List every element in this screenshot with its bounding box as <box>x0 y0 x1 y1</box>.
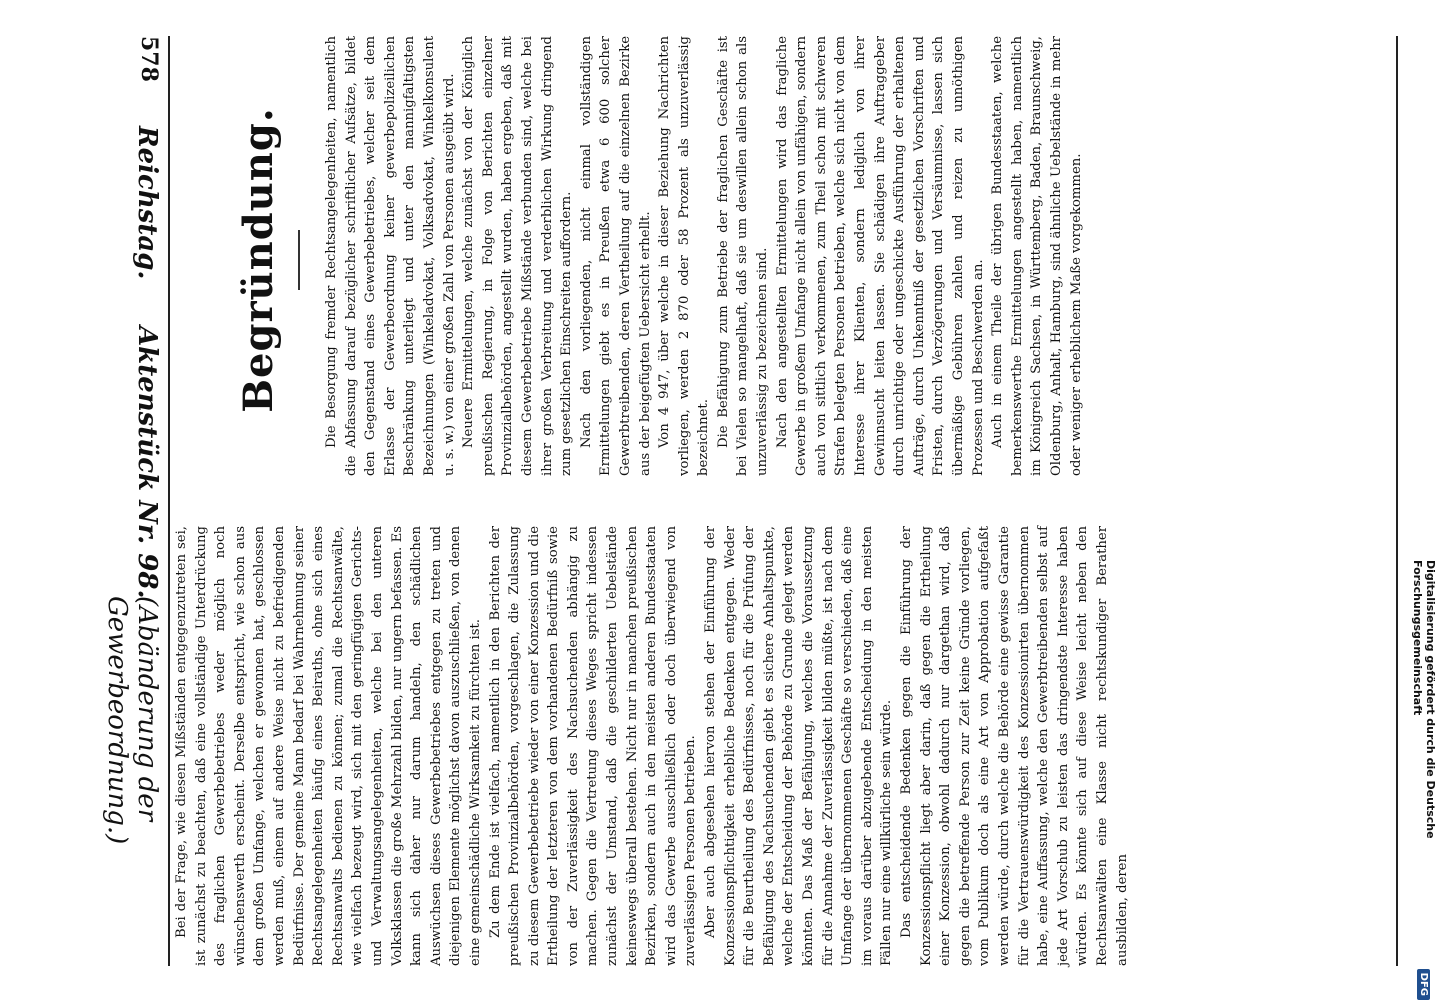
left-column-paragraph: Neuere Ermittelungen, welche zunächst von der Königlich preußischen Regierung, in Folge von Berichten einzelner Provinzialbehörden, angestellt wurden, haben ergeben, daß mit diesem Gewerbebetriebe Mißstände verbunden sind, welche bei ihrer großen Verbreitung und verderblichen Wirkung dringend zum gesetzlichen Einschreiten auffordern. <box>461 36 575 476</box>
left-text-column <box>322 36 1392 476</box>
parliament-label: Reichstag. <box>132 126 162 280</box>
digitization-note <box>1411 560 1437 1000</box>
document-title: Begründung. <box>235 107 282 413</box>
digitization-note-text: Digitalisierung gefördert durch die Deutsche Forschungsgemeinschaft <box>1411 560 1437 839</box>
left-column-paragraph: Die Befähigung zum Betriebe der fraglichen Geschäfte ist bei Vielen so mangelhaft, daß sie um deswillen allein schon als unzuverlässig zu bezeichnen sind. <box>715 36 771 476</box>
left-column-paragraph: Nach den angestellten Ermittelungen wird das fragliche Gewerbe in großem Umfange nicht allein von unfähigen, sondern auch von sittlich verkommenen, zum Theil schon mit schweren Strafen belegten Personen betrieben, welche sich nicht von dem Interesse ihrer Klienten, sondern lediglich von ihrer Gewinnsucht leiten lassen. Sie schädigen ihre Auftraggeber durch unrichtige oder ungeschickte Ausführung der erhaltenen Aufträge, durch Unkenntniß der gesetzlichen Vorschriften und Fristen, durch Verzögerungen und Versäumnisse, lassen sich übermäßige Gebühren zahlen und reizen zu unnöthigen Prozessen und Beschwerden an. <box>774 36 986 476</box>
left-column-paragraph: Von 4 947, über welche in dieser Beziehung Nachrichten vorliegen, werden 2 870 oder 58 Prozent als unzuverlässig bezeichnet. <box>657 36 712 476</box>
left-column-paragraph: Auch in einem Theile der übrigen Bundesstaaten, welche bemerkenswerthe Ermittelungen angestellt haben, namentlich im Königreich Sachsen, in Württemberg, Baden, Braunschweig, Oldenburg, Anhalt, Hamburg, sind ähnliche Uebelstände in mehr oder weniger erheblichem Maße vorgekommen. <box>990 36 1084 476</box>
right-column-paragraph: Bei der Frage, wie diesen Mißständen entgegenzutreten sei, ist zunächst zu beachten, daß eine vollständige Unterdrückung des fraglichen Gewerbebetriebes weder möglich noch wünschenswerth erscheint. Derselbe entspricht, wie schon aus dem großen Umfange, welchen er gewonnen hat, geschlossen werden muß, einem auf andere Weise nicht zu befriedigenden Bedürfnisse. Der gemeine Mann bedarf bei Wahrnehmung seiner Rechtsangelegenheiten häufig eines Beiraths, ohne sich eines Rechtsanwalts bedienen zu können; zumal die Rechtsanwälte, wie vielfach bezeugt wird, sich mit den geringfügigen Gerichts- und Verwaltungsangelegenheiten, welche bei den unteren Volksklassen die große Mehrzahl bilden, nur ungern befassen. Es kann sich daher nur darum handeln, den schädlichen Auswüchsen dieses Gewerbebetriebes entgegen zu treten und diejenigen Elemente möglichst davon auszuschließen, von denen eine gemeinschädliche Wirksamkeit zu fürchten ist. <box>174 526 483 966</box>
document-number: Aktenstück Nr. 98. <box>132 326 162 599</box>
left-column-paragraph: Die Besorgung fremder Rechtsangelegenheiten, namentlich die Abfassung darauf bezüglicher schriftlicher Aufsätze, bildet den Gegenstand eines Gewerbebetriebes, welcher seit dem Erlasse der Gewerbeordnung keiner gewerbepolizeilichen Beschränkung unterliegt und unter den mannigfaltigsten Bezeichnungen (Winkeladvokat, Volksadvokat, Winkelkonsulent u. s. w.) von einer großen Zahl von Personen ausgeübt wird. <box>324 36 457 476</box>
bottom-rule <box>1396 36 1398 966</box>
dfg-logo: DFG <box>1418 969 1431 1000</box>
right-column-paragraph: Aber auch abgesehen hiervon stehen der Einführung der Konzessionspflichtigkeit erhebliche Bedenken entgegen. Weder für die Beurtheilung des Bedürfnisses, noch für die Prüfung der Befähigung des Nachsuchenden giebt es sichere Anhaltspunkte, welche der Entscheidung der Behörde zu Grunde gelegt werden könnten. Das Maß der Befähigung, welches die Voraussetzung für die Annahme der Zuverlässigkeit bilden müßte, ist nach dem Umfange der übernommenen Geschäfte so verschieden, daß eine im voraus darüber abzugebende Entscheidung in den meisten Fällen nur eine willkürliche sein würde. <box>703 526 895 966</box>
header-rule <box>168 36 170 966</box>
left-column-paragraph: Nach den vorliegenden, nicht einmal vollständigen Ermittelungen giebt es in Preußen etwa 6 600 solcher Gewerbtreibenden, deren Vertheilung auf die einzelnen Bezirke aus der beigefügten Uebersicht erhellt. <box>578 36 653 476</box>
right-text-column <box>172 526 1392 966</box>
page-number: 578 <box>136 36 162 82</box>
right-column-paragraph: Das entscheidende Bedenken gegen die Einführung der Konzessionspflicht liegt aber darin, daß gegen die Ertheilung einer Konzession, obwohl dadurch nur dargethan wird, daß gegen die betreffende Person zur Zeit keine Gründe vorliegen, vom Publikum doch als eine Art von Approbation aufgefaßt werden würde, durch welche die Behörde eine gewisse Garantie für die Vertrauenswürdigkeit des Konzessionirten übernommen habe, eine Auffassung, welche den Gewerbtreibenden selbst auf jede Art Vorschub zu leisten das dringendste Interesse haben würden. Es könnte sich auf diese Weise leicht neben den Rechtsanwälten eine Klasse nicht rechtskundiger Berather ausbilden, deren <box>898 526 1130 966</box>
title-rule <box>298 230 300 290</box>
page-header <box>102 36 164 966</box>
document-subject: (Abänderung der Gewerbeordnung.) <box>102 596 162 845</box>
right-column-paragraph: Zu dem Ende ist vielfach, namentlich in den Berichten der preußischen Provinzialbehörden, vorgeschlagen, die Zulassung zu diesem Gewerbebetriebe wieder von einer Konzession und die Ertheilung der letzteren von dem vorhandenen Bedürfniß sowie von der Zuverlässigkeit des Nachsuchenden abhängig zu machen. Gegen die Vertretung dieses Weges spricht indessen zunächst der Umstand, daß die geschilderten Uebelstände keineswegs überall bestehen. Nicht nur in manchen preußischen Bezirken, sondern auch in den meisten anderen Bundesstaaten wird das Gewerbe ausschließlich oder doch überwiegend von zuverlässigen Personen betrieben. <box>487 526 699 966</box>
